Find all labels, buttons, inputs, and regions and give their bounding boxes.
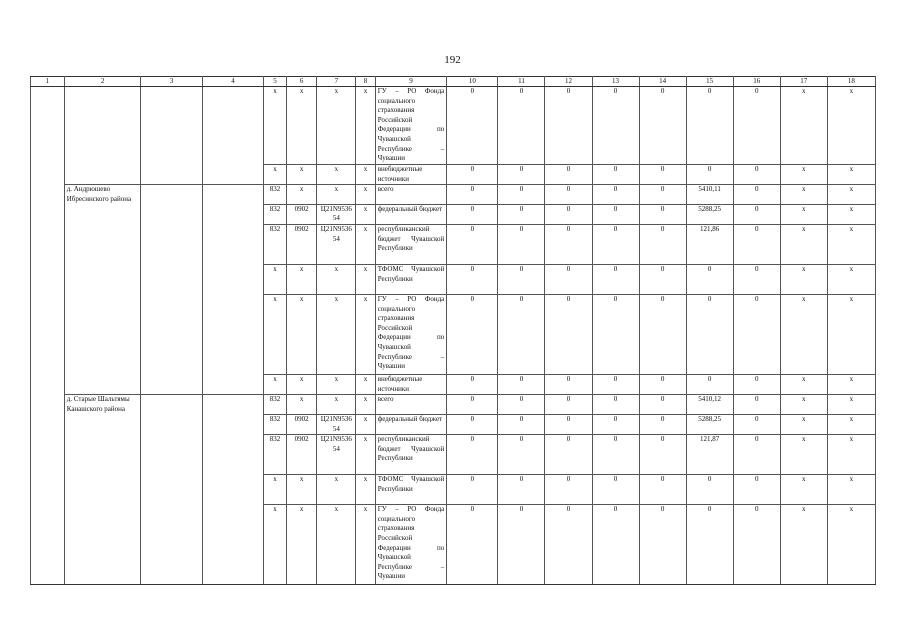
- value-cell-11: 0: [498, 165, 545, 185]
- target-article-cell: x: [317, 87, 356, 165]
- value-cell-11: 0: [498, 185, 545, 205]
- code-cell: 832: [264, 185, 287, 205]
- section-cell: 0902: [286, 225, 317, 265]
- table-row: [31, 375, 876, 395]
- value-cell-16: 0: [733, 265, 780, 295]
- locality-cell: [64, 265, 141, 295]
- target-article-cell: x: [317, 475, 356, 505]
- value-cell-13: 0: [592, 265, 639, 295]
- target-article-cell: x: [317, 165, 356, 185]
- funding-source-cell: ГУ – РО Фонда социального страхования Российской Федерации по Чувашской Республике – Чувашии: [375, 505, 447, 585]
- column-number-15: 15: [686, 77, 733, 87]
- value-cell-18: x: [827, 395, 875, 415]
- code-cell: x: [264, 505, 287, 585]
- value-cell-11: 0: [498, 414, 545, 434]
- value-cell-14: 0: [639, 185, 686, 205]
- target-article-cell: Ц21N9536 54: [317, 435, 356, 475]
- value-cell-13: 0: [592, 475, 639, 505]
- locality-cell: [64, 165, 141, 185]
- value-cell-11: 0: [498, 475, 545, 505]
- locality-cell: [64, 414, 141, 434]
- value-cell-14: 0: [639, 435, 686, 475]
- value-cell-11: 0: [498, 505, 545, 585]
- section-cell: x: [286, 87, 317, 165]
- value-cell-11: 0: [498, 295, 545, 375]
- expense-type-cell: x: [356, 375, 375, 395]
- col1-cell: [31, 375, 65, 395]
- value-cell-13: 0: [592, 295, 639, 375]
- locality-cell: [64, 225, 141, 265]
- value-cell-16: 0: [733, 185, 780, 205]
- code-cell: x: [264, 375, 287, 395]
- value-cell-18: x: [827, 185, 875, 205]
- funding-source-cell: всего: [375, 395, 447, 415]
- target-article-cell: x: [317, 265, 356, 295]
- col1-cell: [31, 265, 65, 295]
- col1-cell: [31, 475, 65, 505]
- value-cell-13: 0: [592, 185, 639, 205]
- value-cell-14: 0: [639, 165, 686, 185]
- table-row: [31, 204, 876, 224]
- col3-cell: [141, 204, 202, 224]
- expense-type-cell: x: [356, 204, 375, 224]
- col4-cell: [202, 375, 263, 395]
- col1-cell: [31, 435, 65, 475]
- table-row: [31, 414, 876, 434]
- value-cell-12: 0: [545, 414, 592, 434]
- value-cell-10: 0: [447, 435, 498, 475]
- funding-source-cell: всего: [375, 185, 447, 205]
- value-cell-14: 0: [639, 475, 686, 505]
- value-cell-18: x: [827, 265, 875, 295]
- column-number-3: 3: [141, 77, 202, 87]
- table-row: [31, 295, 876, 375]
- funding-source-cell: внебюджетные источники: [375, 375, 447, 395]
- value-cell-16: 0: [733, 435, 780, 475]
- value-cell-13: 0: [592, 375, 639, 395]
- value-cell-10: 0: [447, 375, 498, 395]
- locality-cell: [64, 375, 141, 395]
- value-cell-17: x: [780, 435, 827, 475]
- column-number-header: [31, 77, 876, 87]
- value-cell-14: 0: [639, 295, 686, 375]
- col4-cell: [202, 505, 263, 585]
- expense-type-cell: x: [356, 265, 375, 295]
- section-cell: 0902: [286, 204, 317, 224]
- col1-cell: [31, 185, 65, 205]
- value-cell-12: 0: [545, 265, 592, 295]
- value-cell-13: 0: [592, 225, 639, 265]
- col4-cell: [202, 435, 263, 475]
- value-cell-10: 0: [447, 395, 498, 415]
- value-cell-10: 0: [447, 414, 498, 434]
- value-cell-17: x: [780, 225, 827, 265]
- section-cell: 0902: [286, 435, 317, 475]
- column-number-2: 2: [64, 77, 141, 87]
- value-cell-17: x: [780, 414, 827, 434]
- column-number-9: 9: [375, 77, 447, 87]
- value-cell-11: 0: [498, 87, 545, 165]
- value-cell-15: 0: [686, 375, 733, 395]
- col4-cell: [202, 475, 263, 505]
- value-cell-10: 0: [447, 87, 498, 165]
- funding-source-cell: ГУ – РО Фонда социального страхования Российской Федерации по Чувашской Республике – Чувашии: [375, 295, 447, 375]
- value-cell-16: 0: [733, 375, 780, 395]
- value-cell-14: 0: [639, 505, 686, 585]
- value-cell-16: 0: [733, 395, 780, 415]
- value-cell-12: 0: [545, 185, 592, 205]
- table-row: [31, 165, 876, 185]
- code-cell: x: [264, 265, 287, 295]
- table-row: [31, 435, 876, 475]
- expense-type-cell: x: [356, 435, 375, 475]
- value-cell-18: x: [827, 87, 875, 165]
- code-cell: 832: [264, 435, 287, 475]
- expense-type-cell: x: [356, 414, 375, 434]
- value-cell-16: 0: [733, 414, 780, 434]
- col4-cell: [202, 295, 263, 375]
- locality-cell: [64, 505, 141, 585]
- value-cell-12: 0: [545, 375, 592, 395]
- value-cell-10: 0: [447, 225, 498, 265]
- expense-type-cell: x: [356, 165, 375, 185]
- value-cell-10: 0: [447, 165, 498, 185]
- col3-cell: [141, 414, 202, 434]
- value-cell-18: x: [827, 225, 875, 265]
- value-cell-13: 0: [592, 165, 639, 185]
- value-cell-11: 0: [498, 435, 545, 475]
- value-cell-17: x: [780, 395, 827, 415]
- value-cell-18: x: [827, 414, 875, 434]
- code-cell: x: [264, 295, 287, 375]
- column-number-17: 17: [780, 77, 827, 87]
- funding-source-cell: ГУ – РО Фонда социального страхования Российской Федерации по Чувашской Республике – Чувашии: [375, 87, 447, 165]
- value-cell-17: x: [780, 204, 827, 224]
- expense-type-cell: x: [356, 475, 375, 505]
- table-row: [31, 265, 876, 295]
- table-row: [31, 505, 876, 585]
- value-cell-12: 0: [545, 165, 592, 185]
- funding-source-cell: республиканский бюджет Чувашской Республики: [375, 435, 447, 475]
- value-cell-14: 0: [639, 225, 686, 265]
- value-cell-15: 0: [686, 87, 733, 165]
- value-cell-15: 121,86: [686, 225, 733, 265]
- value-cell-15: 0: [686, 295, 733, 375]
- column-number-16: 16: [733, 77, 780, 87]
- expense-type-cell: x: [356, 185, 375, 205]
- section-cell: x: [286, 165, 317, 185]
- column-number-6: 6: [286, 77, 317, 87]
- column-number-5: 5: [264, 77, 287, 87]
- value-cell-16: 0: [733, 87, 780, 165]
- page-number: 192: [444, 54, 461, 66]
- col3-cell: [141, 435, 202, 475]
- col1-cell: [31, 87, 65, 165]
- value-cell-17: x: [780, 295, 827, 375]
- col4-cell: [202, 185, 263, 205]
- value-cell-13: 0: [592, 395, 639, 415]
- target-article-cell: Ц21N9536 54: [317, 204, 356, 224]
- value-cell-14: 0: [639, 265, 686, 295]
- target-article-cell: x: [317, 375, 356, 395]
- value-cell-17: x: [780, 165, 827, 185]
- locality-cell: д. Андрюшево Ибресинского района: [64, 185, 141, 205]
- value-cell-15: 0: [686, 265, 733, 295]
- value-cell-14: 0: [639, 414, 686, 434]
- target-article-cell: Ц21N9536 54: [317, 225, 356, 265]
- funding-source-cell: ТФОМС Чувашской Республики: [375, 265, 447, 295]
- section-cell: x: [286, 375, 317, 395]
- value-cell-17: x: [780, 505, 827, 585]
- table-body: [31, 77, 876, 585]
- value-cell-10: 0: [447, 295, 498, 375]
- value-cell-16: 0: [733, 295, 780, 375]
- value-cell-18: x: [827, 475, 875, 505]
- column-number-14: 14: [639, 77, 686, 87]
- funding-source-cell: ТФОМС Чувашской Республики: [375, 475, 447, 505]
- value-cell-14: 0: [639, 395, 686, 415]
- code-cell: 832: [264, 225, 287, 265]
- section-cell: x: [286, 505, 317, 585]
- value-cell-12: 0: [545, 295, 592, 375]
- col1-cell: [31, 414, 65, 434]
- col3-cell: [141, 395, 202, 415]
- col3-cell: [141, 505, 202, 585]
- code-cell: 832: [264, 395, 287, 415]
- section-cell: 0902: [286, 414, 317, 434]
- value-cell-16: 0: [733, 475, 780, 505]
- value-cell-10: 0: [447, 204, 498, 224]
- col3-cell: [141, 265, 202, 295]
- value-cell-12: 0: [545, 435, 592, 475]
- value-cell-17: x: [780, 265, 827, 295]
- value-cell-15: 5410,11: [686, 185, 733, 205]
- col3-cell: [141, 87, 202, 165]
- expense-type-cell: x: [356, 87, 375, 165]
- value-cell-16: 0: [733, 505, 780, 585]
- table-row: [31, 87, 876, 165]
- value-cell-15: 5410,12: [686, 395, 733, 415]
- value-cell-10: 0: [447, 265, 498, 295]
- code-cell: 832: [264, 204, 287, 224]
- value-cell-12: 0: [545, 87, 592, 165]
- value-cell-13: 0: [592, 505, 639, 585]
- section-cell: x: [286, 475, 317, 505]
- value-cell-11: 0: [498, 375, 545, 395]
- locality-cell: д. Старые Шальтямы Канашского района: [64, 395, 141, 415]
- value-cell-13: 0: [592, 87, 639, 165]
- col1-cell: [31, 295, 65, 375]
- value-cell-15: 0: [686, 475, 733, 505]
- col4-cell: [202, 265, 263, 295]
- value-cell-11: 0: [498, 395, 545, 415]
- col1-cell: [31, 505, 65, 585]
- column-number-7: 7: [317, 77, 356, 87]
- table-row: [31, 225, 876, 265]
- value-cell-12: 0: [545, 204, 592, 224]
- value-cell-13: 0: [592, 414, 639, 434]
- value-cell-18: x: [827, 204, 875, 224]
- col4-cell: [202, 87, 263, 165]
- value-cell-10: 0: [447, 185, 498, 205]
- code-cell: x: [264, 87, 287, 165]
- value-cell-13: 0: [592, 204, 639, 224]
- value-cell-13: 0: [592, 435, 639, 475]
- expense-type-cell: x: [356, 505, 375, 585]
- value-cell-16: 0: [733, 225, 780, 265]
- column-number-10: 10: [447, 77, 498, 87]
- col4-cell: [202, 395, 263, 415]
- value-cell-12: 0: [545, 475, 592, 505]
- column-number-12: 12: [545, 77, 592, 87]
- column-number-18: 18: [827, 77, 875, 87]
- value-cell-10: 0: [447, 475, 498, 505]
- value-cell-14: 0: [639, 204, 686, 224]
- value-cell-17: x: [780, 375, 827, 395]
- col3-cell: [141, 375, 202, 395]
- code-cell: x: [264, 475, 287, 505]
- value-cell-18: x: [827, 165, 875, 185]
- section-cell: x: [286, 295, 317, 375]
- value-cell-15: 121,87: [686, 435, 733, 475]
- col1-cell: [31, 395, 65, 415]
- code-cell: 832: [264, 414, 287, 434]
- locality-cell: [64, 204, 141, 224]
- value-cell-15: 0: [686, 505, 733, 585]
- value-cell-11: 0: [498, 265, 545, 295]
- locality-cell: [64, 435, 141, 475]
- section-cell: x: [286, 185, 317, 205]
- column-number-4: 4: [202, 77, 263, 87]
- col1-cell: [31, 165, 65, 185]
- value-cell-11: 0: [498, 204, 545, 224]
- expense-type-cell: x: [356, 395, 375, 415]
- col3-cell: [141, 225, 202, 265]
- col1-cell: [31, 225, 65, 265]
- value-cell-14: 0: [639, 375, 686, 395]
- col3-cell: [141, 165, 202, 185]
- section-cell: x: [286, 395, 317, 415]
- target-article-cell: x: [317, 295, 356, 375]
- column-number-1: 1: [31, 77, 65, 87]
- funding-source-cell: федеральный бюджет: [375, 204, 447, 224]
- value-cell-10: 0: [447, 505, 498, 585]
- value-cell-18: x: [827, 375, 875, 395]
- funding-source-cell: федеральный бюджет: [375, 414, 447, 434]
- table-row: [31, 185, 876, 205]
- value-cell-16: 0: [733, 204, 780, 224]
- value-cell-15: 5288,25: [686, 204, 733, 224]
- locality-cell: [64, 295, 141, 375]
- value-cell-14: 0: [639, 87, 686, 165]
- col3-cell: [141, 295, 202, 375]
- value-cell-18: x: [827, 435, 875, 475]
- expense-type-cell: x: [356, 295, 375, 375]
- col4-cell: [202, 165, 263, 185]
- column-number-13: 13: [592, 77, 639, 87]
- value-cell-18: x: [827, 505, 875, 585]
- column-number-11: 11: [498, 77, 545, 87]
- value-cell-12: 0: [545, 225, 592, 265]
- value-cell-18: x: [827, 295, 875, 375]
- value-cell-15: 5288,25: [686, 414, 733, 434]
- code-cell: x: [264, 165, 287, 185]
- col4-cell: [202, 414, 263, 434]
- col3-cell: [141, 475, 202, 505]
- table-row: [31, 395, 876, 415]
- target-article-cell: x: [317, 185, 356, 205]
- value-cell-12: 0: [545, 505, 592, 585]
- target-article-cell: Ц21N9536 54: [317, 414, 356, 434]
- locality-cell: [64, 475, 141, 505]
- column-number-8: 8: [356, 77, 375, 87]
- col4-cell: [202, 225, 263, 265]
- value-cell-17: x: [780, 185, 827, 205]
- section-cell: x: [286, 265, 317, 295]
- value-cell-17: x: [780, 87, 827, 165]
- funding-source-cell: республиканский бюджет Чувашской Республики: [375, 225, 447, 265]
- col1-cell: [31, 204, 65, 224]
- col4-cell: [202, 204, 263, 224]
- budget-table: [30, 76, 876, 585]
- value-cell-11: 0: [498, 225, 545, 265]
- value-cell-17: x: [780, 475, 827, 505]
- value-cell-16: 0: [733, 165, 780, 185]
- target-article-cell: x: [317, 505, 356, 585]
- value-cell-15: 0: [686, 165, 733, 185]
- table-row: [31, 475, 876, 505]
- funding-source-cell: внебюджетные источники: [375, 165, 447, 185]
- target-article-cell: x: [317, 395, 356, 415]
- locality-cell: [64, 87, 141, 165]
- value-cell-12: 0: [545, 395, 592, 415]
- col3-cell: [141, 185, 202, 205]
- expense-type-cell: x: [356, 225, 375, 265]
